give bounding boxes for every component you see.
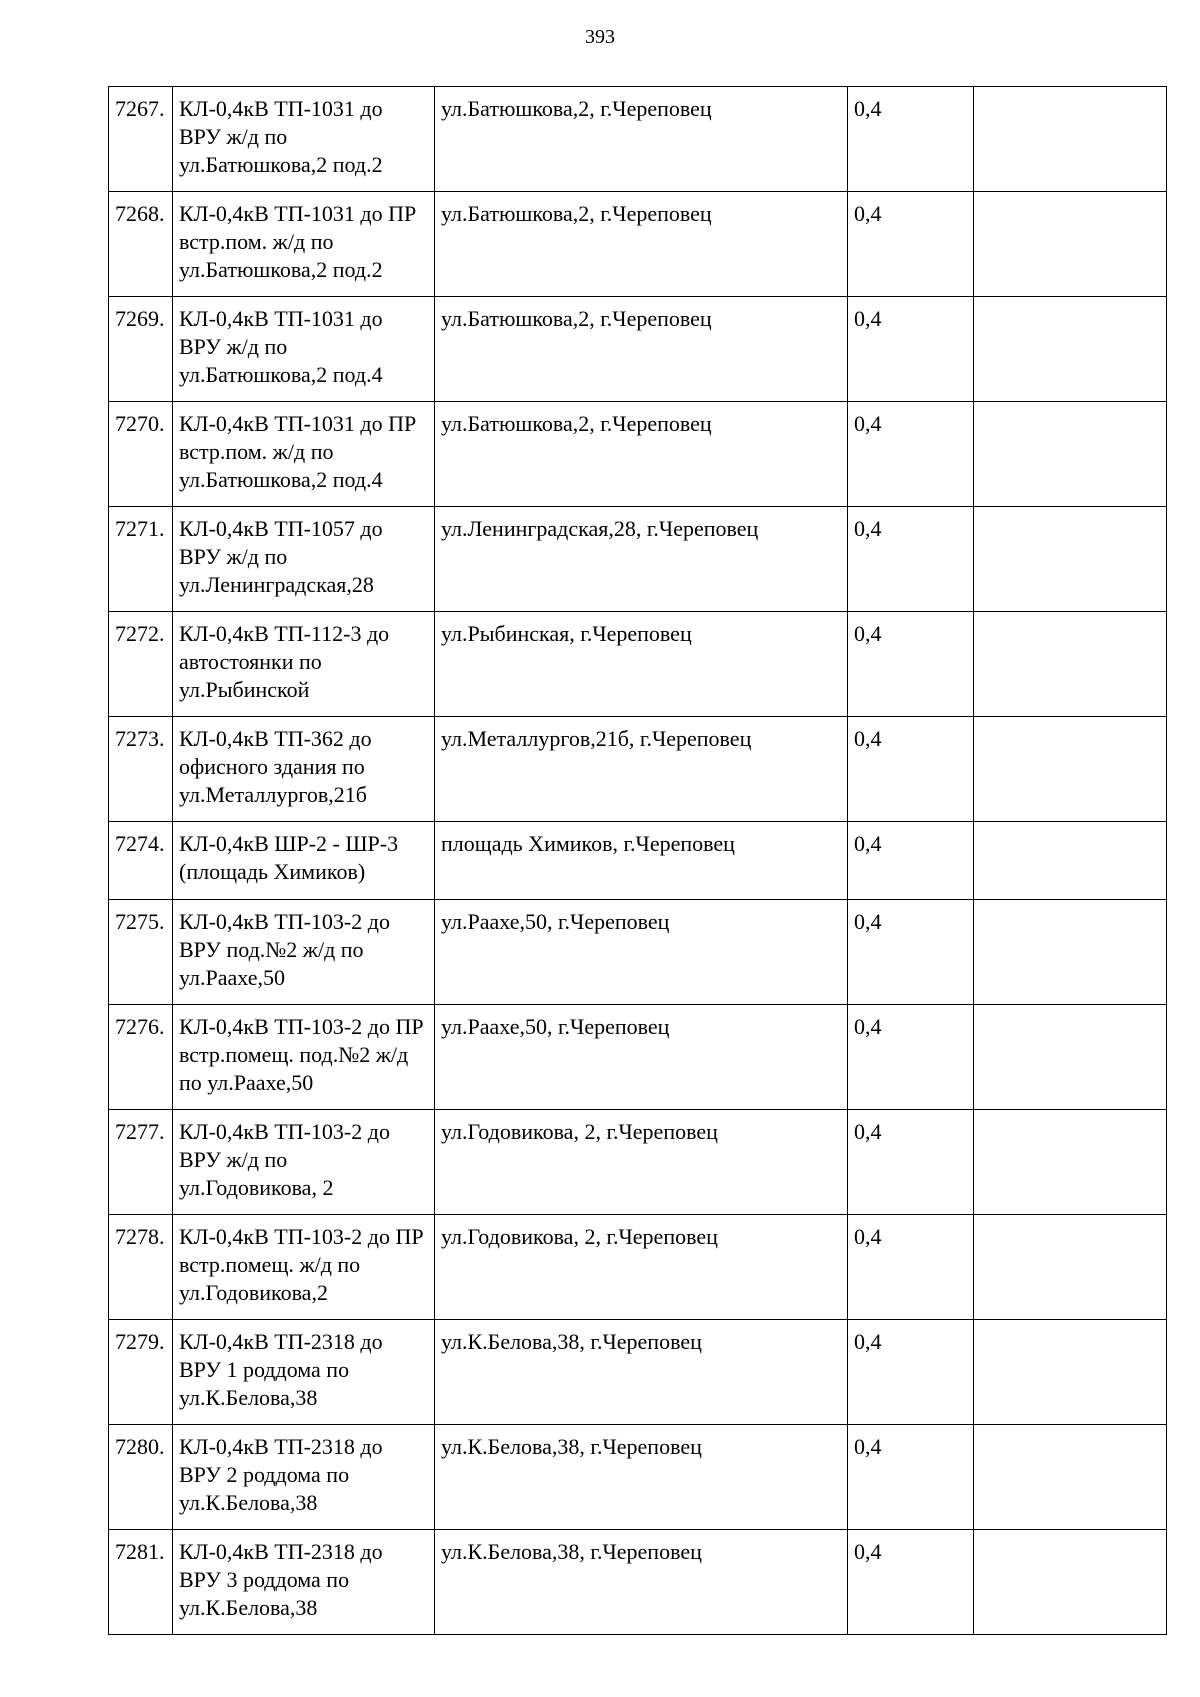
row-number: 7273. bbox=[109, 717, 173, 822]
line-extra bbox=[974, 192, 1167, 297]
page-number: 393 bbox=[585, 26, 615, 48]
line-extra bbox=[974, 297, 1167, 402]
line-address: ул.Батюшкова,2, г.Череповец bbox=[435, 297, 848, 402]
row-number: 7270. bbox=[109, 402, 173, 507]
line-address: ул.Годовикова, 2, г.Череповец bbox=[435, 1110, 848, 1215]
line-voltage: 0,4 bbox=[848, 1110, 974, 1215]
line-name: КЛ-0,4кВ ТП-1057 до ВРУ ж/д по ул.Ленинградская,28 bbox=[173, 507, 435, 612]
table-row bbox=[109, 402, 1167, 507]
line-extra bbox=[974, 87, 1167, 192]
line-name: КЛ-0,4кВ ТП-1031 до ПР встр.пом. ж/д по ул.Батюшкова,2 под.2 bbox=[173, 192, 435, 297]
line-address: ул.Металлургов,21б, г.Череповец bbox=[435, 717, 848, 822]
table-row bbox=[109, 1425, 1167, 1530]
line-address: ул.Батюшкова,2, г.Череповец bbox=[435, 192, 848, 297]
line-voltage: 0,4 bbox=[848, 1530, 974, 1635]
line-address: ул.Рыбинская, г.Череповец bbox=[435, 612, 848, 717]
line-address: ул.Батюшкова,2, г.Череповец bbox=[435, 402, 848, 507]
line-voltage: 0,4 bbox=[848, 87, 974, 192]
line-voltage: 0,4 bbox=[848, 297, 974, 402]
line-name: КЛ-0,4кВ ТП-2318 до ВРУ 1 роддома по ул.К.Белова,38 bbox=[173, 1320, 435, 1425]
line-voltage: 0,4 bbox=[848, 717, 974, 822]
line-voltage: 0,4 bbox=[848, 900, 974, 1005]
line-name: КЛ-0,4кВ ТП-1031 до ВРУ ж/д по ул.Батюшкова,2 под.4 bbox=[173, 297, 435, 402]
line-voltage: 0,4 bbox=[848, 192, 974, 297]
table-row bbox=[109, 900, 1167, 1005]
line-address: ул.К.Белова,38, г.Череповец bbox=[435, 1320, 848, 1425]
table-row bbox=[109, 822, 1167, 900]
line-name: КЛ-0,4кВ ТП-112-3 до автостоянки по ул.Рыбинской bbox=[173, 612, 435, 717]
table-row bbox=[109, 1005, 1167, 1110]
row-number: 7271. bbox=[109, 507, 173, 612]
line-extra bbox=[974, 1530, 1167, 1635]
cable-registry-table bbox=[108, 86, 1167, 1635]
row-number: 7278. bbox=[109, 1215, 173, 1320]
row-number: 7279. bbox=[109, 1320, 173, 1425]
line-extra bbox=[974, 900, 1167, 1005]
table-row bbox=[109, 1320, 1167, 1425]
table-row bbox=[109, 507, 1167, 612]
table-row bbox=[109, 612, 1167, 717]
line-extra bbox=[974, 1215, 1167, 1320]
row-number: 7267. bbox=[109, 87, 173, 192]
table-row bbox=[109, 192, 1167, 297]
line-voltage: 0,4 bbox=[848, 402, 974, 507]
row-number: 7280. bbox=[109, 1425, 173, 1530]
line-extra bbox=[974, 402, 1167, 507]
line-name: КЛ-0,4кВ ТП-1031 до ВРУ ж/д по ул.Батюшкова,2 под.2 bbox=[173, 87, 435, 192]
line-name: КЛ-0,4кВ ТП-103-2 до ВРУ под.№2 ж/д по ул.Раахе,50 bbox=[173, 900, 435, 1005]
line-name: КЛ-0,4кВ ТП-1031 до ПР встр.пом. ж/д по ул.Батюшкова,2 под.4 bbox=[173, 402, 435, 507]
line-extra bbox=[974, 822, 1167, 900]
line-name: КЛ-0,4кВ ШР-2 - ШР-3 (площадь Химиков) bbox=[173, 822, 435, 900]
line-extra bbox=[974, 1320, 1167, 1425]
table-row bbox=[109, 1110, 1167, 1215]
line-voltage: 0,4 bbox=[848, 1320, 974, 1425]
table-row bbox=[109, 1215, 1167, 1320]
line-name: КЛ-0,4кВ ТП-2318 до ВРУ 3 роддома по ул.К.Белова,38 bbox=[173, 1530, 435, 1635]
line-name: КЛ-0,4кВ ТП-362 до офисного здания по ул.Металлургов,21б bbox=[173, 717, 435, 822]
line-extra bbox=[974, 1005, 1167, 1110]
line-extra bbox=[974, 1425, 1167, 1530]
line-name: КЛ-0,4кВ ТП-103-2 до ВРУ ж/д по ул.Годовикова, 2 bbox=[173, 1110, 435, 1215]
line-name: КЛ-0,4кВ ТП-103-2 до ПР встр.помещ. ж/д по ул.Годовикова,2 bbox=[173, 1215, 435, 1320]
line-address: ул.К.Белова,38, г.Череповец bbox=[435, 1425, 848, 1530]
line-voltage: 0,4 bbox=[848, 1215, 974, 1320]
row-number: 7275. bbox=[109, 900, 173, 1005]
line-address: ул.Ленинградская,28, г.Череповец bbox=[435, 507, 848, 612]
row-number: 7269. bbox=[109, 297, 173, 402]
table-row bbox=[109, 87, 1167, 192]
line-voltage: 0,4 bbox=[848, 612, 974, 717]
line-address: ул.К.Белова,38, г.Череповец bbox=[435, 1530, 848, 1635]
line-name: КЛ-0,4кВ ТП-103-2 до ПР встр.помещ. под.№2 ж/д по ул.Раахе,50 bbox=[173, 1005, 435, 1110]
row-number: 7268. bbox=[109, 192, 173, 297]
line-voltage: 0,4 bbox=[848, 1005, 974, 1110]
row-number: 7274. bbox=[109, 822, 173, 900]
line-address: площадь Химиков, г.Череповец bbox=[435, 822, 848, 900]
line-address: ул.Раахе,50, г.Череповец bbox=[435, 1005, 848, 1110]
table-row bbox=[109, 297, 1167, 402]
line-name: КЛ-0,4кВ ТП-2318 до ВРУ 2 роддома по ул.К.Белова,38 bbox=[173, 1425, 435, 1530]
line-address: ул.Батюшкова,2, г.Череповец bbox=[435, 87, 848, 192]
line-extra bbox=[974, 612, 1167, 717]
line-address: ул.Раахе,50, г.Череповец bbox=[435, 900, 848, 1005]
row-number: 7281. bbox=[109, 1530, 173, 1635]
line-address: ул.Годовикова, 2, г.Череповец bbox=[435, 1215, 848, 1320]
table-row bbox=[109, 1530, 1167, 1635]
table-row bbox=[109, 717, 1167, 822]
line-extra bbox=[974, 507, 1167, 612]
row-number: 7277. bbox=[109, 1110, 173, 1215]
line-voltage: 0,4 bbox=[848, 1425, 974, 1530]
line-voltage: 0,4 bbox=[848, 822, 974, 900]
row-number: 7272. bbox=[109, 612, 173, 717]
row-number: 7276. bbox=[109, 1005, 173, 1110]
line-voltage: 0,4 bbox=[848, 507, 974, 612]
line-extra bbox=[974, 1110, 1167, 1215]
line-extra bbox=[974, 717, 1167, 822]
